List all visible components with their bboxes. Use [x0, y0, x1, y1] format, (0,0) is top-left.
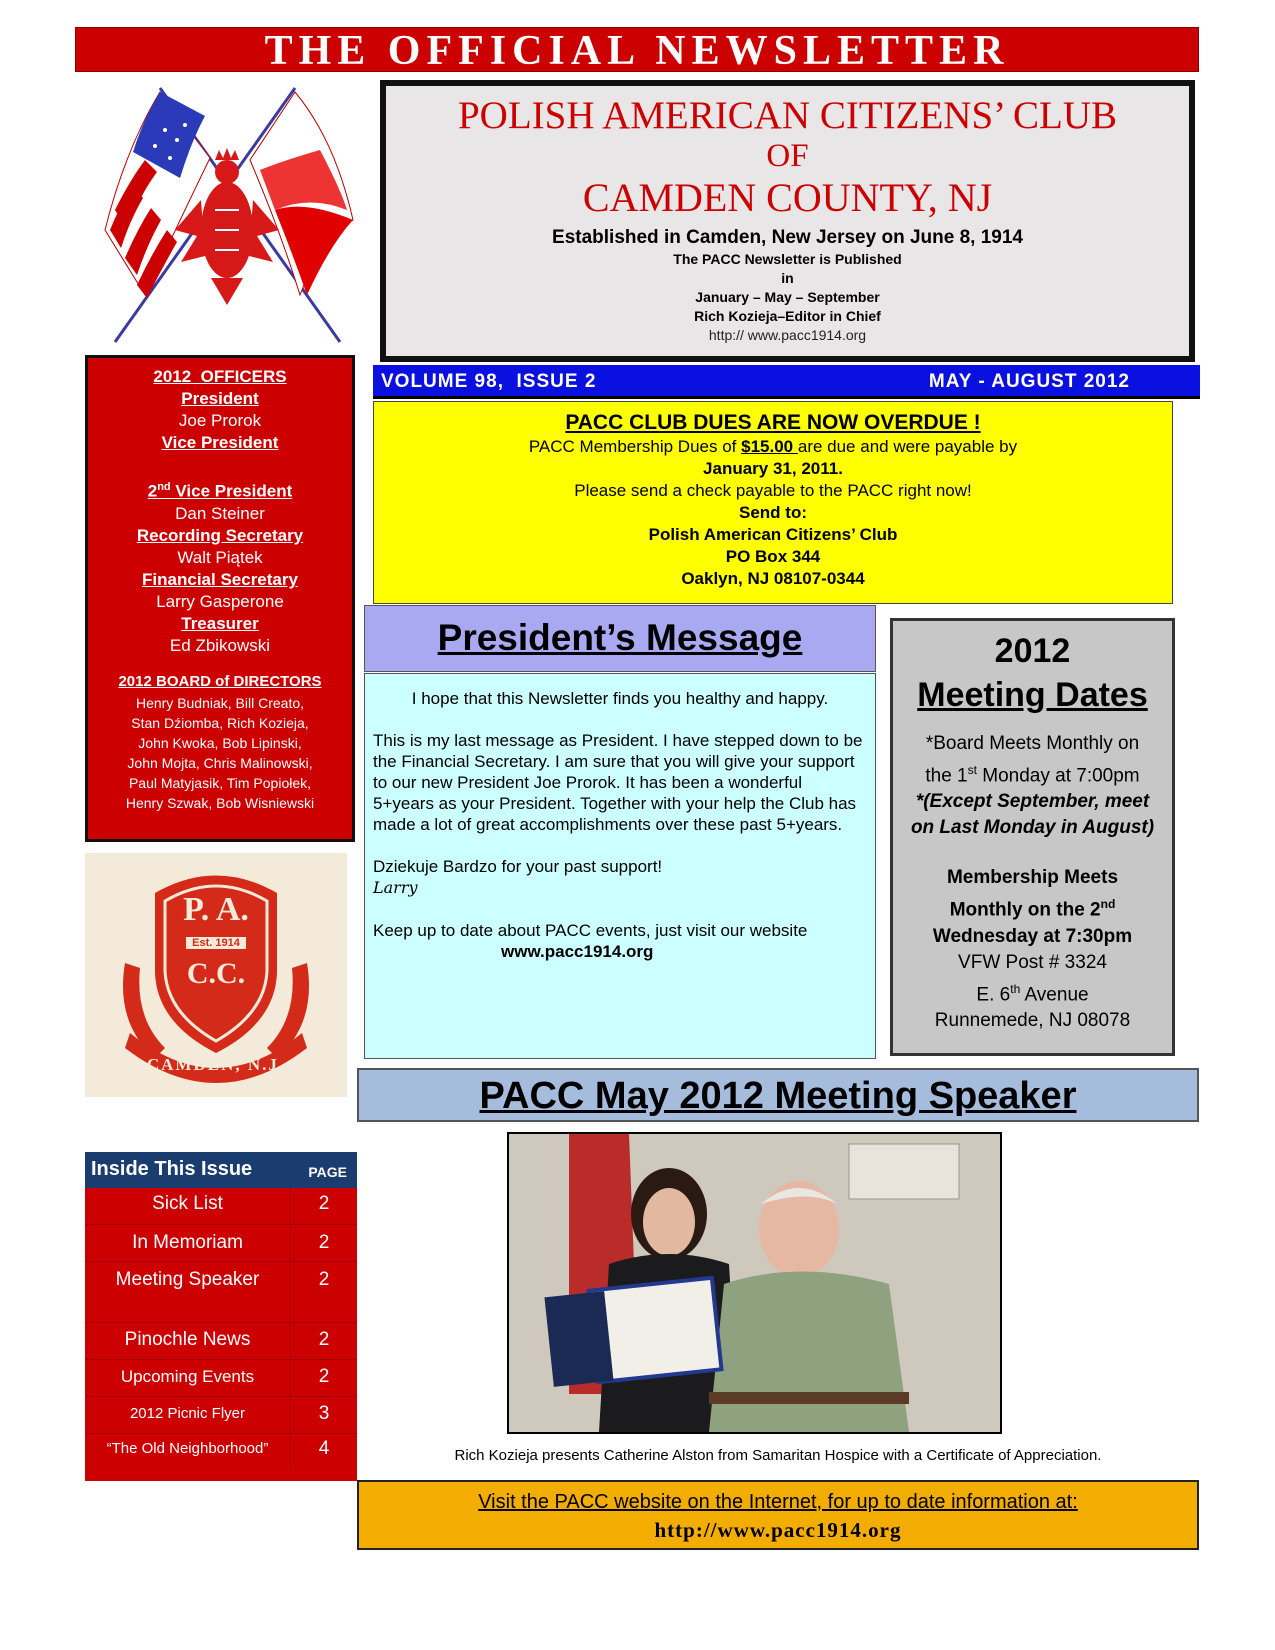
toc-row[interactable]: Upcoming Events 2 — [85, 1360, 357, 1397]
board-line: Paul Matyjasik, Tim Popiołek, — [128, 774, 312, 791]
financial-secretary-label: Financial Secretary — [142, 569, 298, 589]
signature: Larry — [373, 878, 418, 897]
address-box: PO Box 344 — [725, 547, 821, 566]
venue-city: Runnemede, NJ 08078 — [934, 1009, 1131, 1031]
inside-this-issue — [85, 1152, 357, 1481]
logo-est: Est. 1914 — [85, 937, 347, 949]
dues-date: January 31, 2011. — [703, 459, 843, 478]
board-line: John Kwoka, Bob Lipinski, — [138, 734, 302, 751]
dues-notice — [373, 401, 1173, 604]
financial-secretary-name: Larry Gasperone — [156, 591, 284, 611]
message-paragraph: I hope that this Newsletter finds you healthy and happy. — [411, 689, 829, 708]
presidents-message-body — [364, 673, 876, 1059]
visit-website-banner — [357, 1480, 1199, 1550]
club-name-line1: POLISH AMERICAN CITIZENS’ CLUB — [457, 94, 1118, 137]
pacc-logo — [85, 853, 347, 1097]
membership-meets-time: Wednesday at 7:30pm — [932, 925, 1133, 947]
membership-meets: Membership Meets — [946, 867, 1119, 889]
speaker-photo — [507, 1132, 1002, 1434]
toc-row[interactable]: Sick List 2 — [85, 1188, 357, 1225]
recording-secretary-label: Recording Secretary — [136, 525, 304, 545]
message-paragraph: Keep up to date about PACC events, just visit our website — [373, 921, 808, 940]
venue-name: VFW Post # 3324 — [958, 951, 1107, 973]
masthead-url[interactable]: http:// www.pacc1914.org — [708, 327, 867, 343]
logo-pa: P. A. — [183, 891, 249, 928]
club-name-line2: OF — [766, 138, 809, 174]
meeting-dates-panel — [890, 618, 1175, 1056]
logo-camden: CAMDEN, N.J. — [146, 1055, 286, 1074]
message-website-link[interactable]: www.pacc1914.org — [501, 942, 654, 961]
masthead — [380, 80, 1195, 362]
send-to-label: Send to: — [739, 503, 807, 522]
published-line1: The PACC Newsletter is Published — [673, 251, 902, 267]
address-name: Polish American Citizens’ Club — [648, 525, 898, 544]
treasurer-label: Treasurer — [181, 613, 259, 633]
page-column-label: PAGE — [308, 1164, 347, 1180]
photo-scene-icon — [509, 1134, 1000, 1432]
except-note: on Last Monday in August) — [910, 817, 1155, 839]
published-line2: in — [781, 270, 794, 286]
inside-title: Inside This Issue — [91, 1158, 253, 1180]
editor-line: Rich Kozieja–Editor in Chief — [694, 308, 881, 324]
board-meets: *Board Meets Monthly on — [925, 733, 1140, 754]
board-line: Henry Budniak, Bill Creato, — [135, 694, 305, 711]
presidents-message-heading: President’s Message — [364, 605, 876, 672]
dues-instruction: Please send a check payable to the PACC right now! — [574, 481, 972, 500]
photo-caption: Rich Kozieja presents Catherine Alston from Samaritan Hospice with a Certificate of Appreciation. — [454, 1447, 1102, 1464]
newsletter-banner: THE OFFICIAL NEWSLETTER — [75, 27, 1199, 72]
board-line: Henry Szwak, Bob Wisniewski — [125, 794, 315, 811]
visit-text: Visit the PACC website on the Internet, for up to date information at: — [478, 1491, 1078, 1513]
toc-row[interactable]: “The Old Neighborhood” 4 — [85, 1434, 357, 1470]
toc-row[interactable]: In Memoriam 2 — [85, 1225, 357, 1262]
inside-header — [85, 1152, 357, 1188]
toc-row[interactable]: 2012 Picnic Flyer 3 — [85, 1397, 357, 1434]
officers-heading: 2012 OFFICERS — [153, 367, 287, 386]
established-line: Established in Camden, New Jersey on June 8, 1914 — [552, 227, 1023, 248]
dates-heading: Meeting Dates — [917, 676, 1148, 714]
address-city: Oaklyn, NJ 08107-0344 — [681, 569, 865, 588]
volume-bar — [373, 365, 1200, 399]
meeting-speaker-heading: PACC May 2012 Meeting Speaker — [357, 1068, 1199, 1122]
message-paragraph: This is my last message as President. I have stepped down to be the Financial Secretary. I am sure that you will give your support to our new President Joe Prorok. It has been a wonderful 5+years as your President. Together with your help the Club has made a lot of great accomplishments over these past 5+years. — [373, 731, 863, 834]
president-label: President — [181, 389, 259, 408]
club-name-line3: CAMDEN COUNTY, NJ — [582, 175, 993, 220]
dues-headline: PACC CLUB DUES ARE NOW OVERDUE ! — [565, 411, 981, 434]
venue-street: E. 6th Avenue — [976, 981, 1089, 1005]
dues-amount: $15.00 — [741, 437, 798, 456]
second-vice-name: Dan Steiner — [175, 503, 265, 523]
volume-issue: VOLUME 98, ISSUE 2 — [381, 371, 597, 392]
logo-cc: C.C. — [186, 957, 246, 990]
flags-illustration — [85, 80, 370, 345]
president-name: Joe Prorok — [178, 411, 262, 430]
dues-line1: PACC Membership Dues of $15.00 are due and were payable by — [528, 437, 1018, 456]
issue-dates: MAY - AUGUST 2012 — [928, 371, 1130, 392]
officers-panel — [85, 355, 355, 842]
published-months: January – May – September — [695, 289, 880, 305]
toc-row[interactable]: Pinochle News 2 — [85, 1323, 357, 1360]
except-note: *(Except September, meet — [915, 791, 1150, 813]
board-heading: 2012 BOARD of DIRECTORS — [118, 672, 322, 690]
toc-row[interactable]: Meeting Speaker 2 — [85, 1262, 357, 1323]
second-vice-label: 2nd Vice President — [147, 481, 293, 501]
board-line: John Mojta, Chris Malinowski, — [127, 754, 313, 771]
flags-eagle-icon — [85, 80, 370, 345]
membership-meets-day: Monthly on the 2nd — [949, 897, 1116, 921]
board-meets-day: the 1st Monday at 7:00pm — [925, 763, 1140, 787]
recording-secretary-name: Walt Piątek — [177, 547, 263, 567]
board-line: Stan Dźiomba, Rich Kozieja, — [131, 714, 309, 731]
treasurer-name: Ed Zbikowski — [169, 635, 271, 655]
vice-president-label: Vice President — [161, 433, 279, 452]
message-paragraph: Dziekuje Bardzo for your past support! — [373, 857, 663, 876]
dates-year: 2012 — [994, 632, 1071, 670]
visit-url-link[interactable]: http://www.pacc1914.org — [654, 1518, 902, 1542]
